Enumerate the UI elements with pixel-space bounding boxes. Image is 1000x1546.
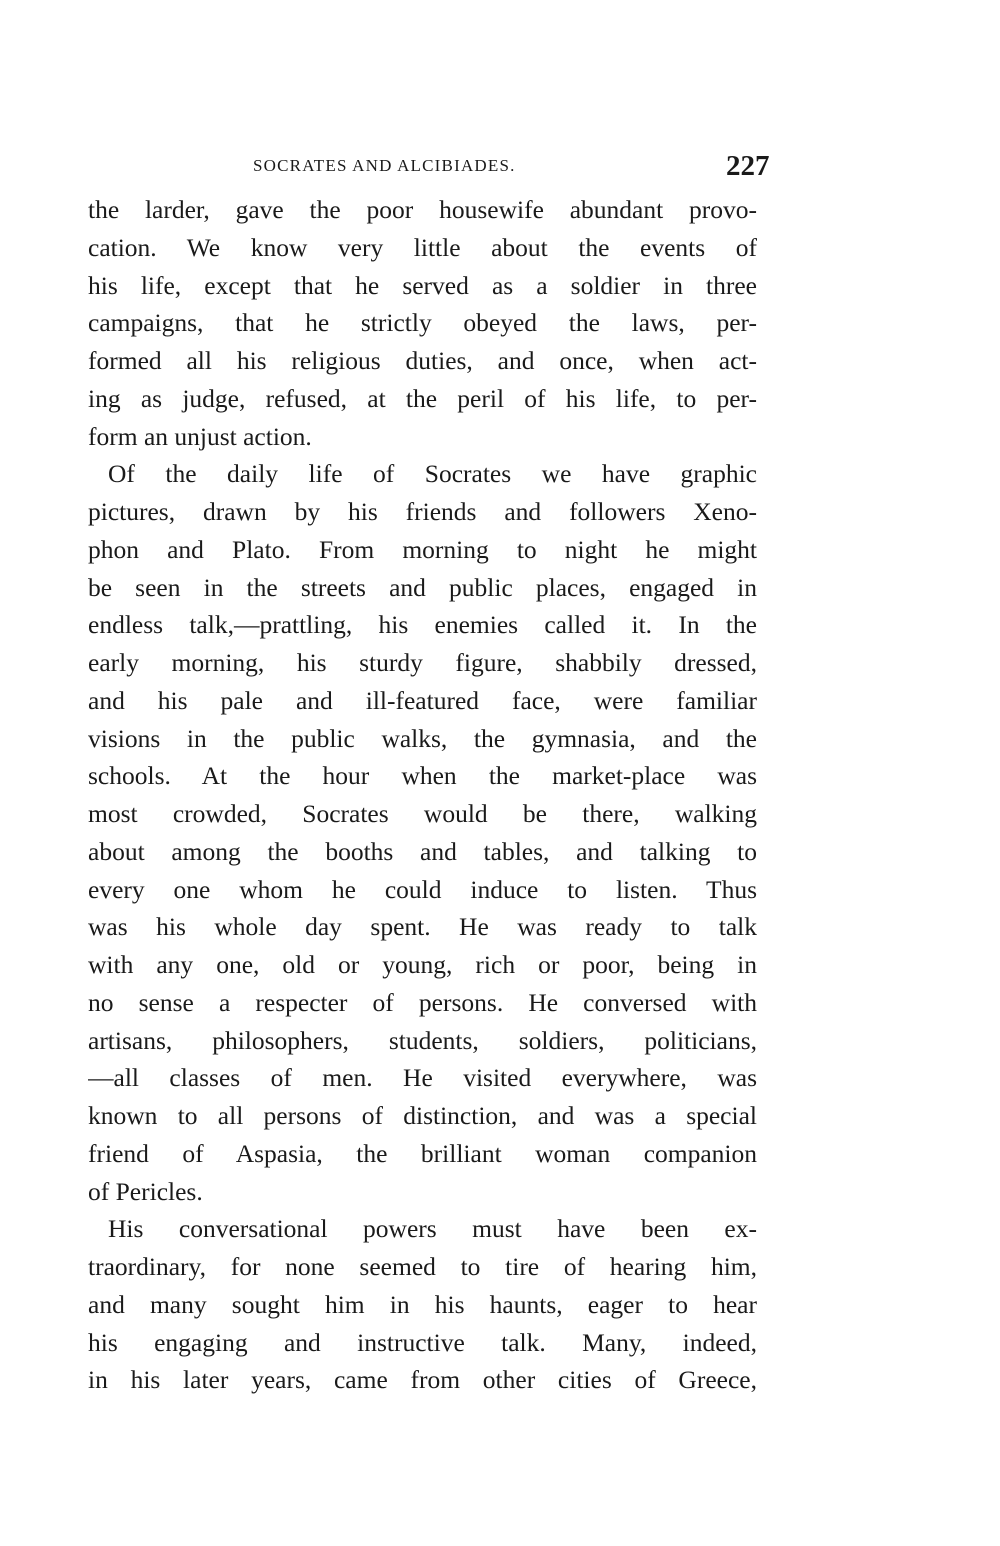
text-line: every one whom he could induce to listen. Thus [88,874,757,904]
text-line: of Pericles. [88,1176,203,1206]
running-head-title: SOCRATES AND ALCIBIADES. [253,156,516,175]
text-line: formed all his religious duties, and once, when act- [88,346,757,375]
text-line: cation. We know very little about the events of [88,232,757,262]
text-line: phon and Plato. From morning to night he might [88,534,757,564]
text-line: early morning, his sturdy figure, shabbily dressed, [88,648,757,677]
text-line: ing as judge, refused, at the peril of his life, to per- [88,383,757,413]
text-line: Of the daily life of Socrates we have graphic [108,459,757,489]
text-line: most crowded, Socrates would be there, walking [88,799,757,828]
text-line: pictures, drawn by his friends and followers Xeno- [88,497,757,526]
text-line: known to all persons of distinction, and was a special [88,1101,757,1130]
text-line: endless talk,—prattling, his enemies called it. In the [88,610,757,640]
text-line: with any one, old or young, rich or poor, being in [88,950,757,979]
text-line: traordinary, for none seemed to tire of hearing him, [88,1252,757,1281]
text-line: about among the booths and tables, and talking to [88,836,757,866]
text-line: friend of Aspasia, the brilliant woman companion [88,1138,757,1168]
page-number: 227 [726,150,770,182]
paragraph [88,1210,757,1399]
text-line: campaigns, that he strictly obeyed the laws, per- [88,308,757,338]
running-head [0,150,1000,180]
text-line: visions in the public walks, the gymnasia, and the [88,723,757,753]
paragraph [88,191,757,455]
text-line: form an unjust action. [88,421,312,451]
text-line: the larder, gave the poor housewife abundant provo- [88,195,757,224]
text-line: was his whole day spent. He was ready to talk [88,912,757,942]
page-body [88,191,757,1399]
text-line: his life, except that he served as a soldier in three [88,270,757,300]
text-line: and many sought him in his haunts, eager to hear [88,1289,757,1319]
text-line: be seen in the streets and public places, engaged in [88,572,757,602]
text-line: schools. At the hour when the market-place was [88,761,757,791]
text-line: and his pale and ill-featured face, were familiar [88,685,757,715]
text-line: his engaging and instructive talk. Many, indeed, [88,1327,757,1357]
text-line: artisans, philosophers, students, soldiers, politicians, [88,1025,757,1055]
text-line: —all classes of men. He visited everywhere, was [88,1063,757,1093]
paragraph [88,455,757,1210]
text-line: His conversational powers must have been ex- [108,1214,757,1244]
text-line: in his later years, came from other cities of Greece, [88,1365,757,1395]
text-line: no sense a respecter of persons. He conversed with [88,987,757,1017]
